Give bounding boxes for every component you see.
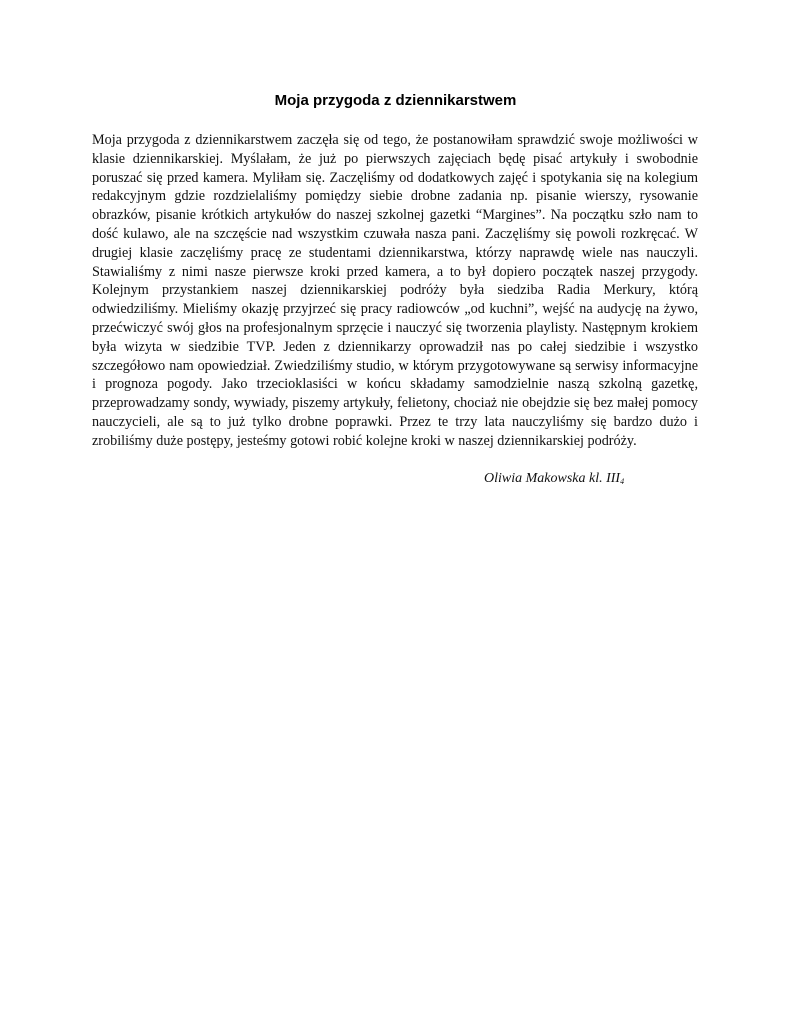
class-subscript: 4 <box>620 477 625 486</box>
article-body: Moja przygoda z dziennikarstwem zaczęła się od tego, że postanowiłam sprawdzić swoje możliwości w klasie dziennikarskiej. Myślałam, że już po pierwszych zajęciach będę pisać artykuły i swobodnie poruszać się przed kamera. Myliłam się. Zaczęliśmy od dodatkowych zajęć i spotykania się na kolegium redakcyjnym gdzie rozdzielaliśmy pomiędzy siebie drobne zadania np. pisanie wierszy, rysowanie obrazków, pisanie krótkich artykułów do naszej szkolnej gazetki “Margines”. Na początku szło nam to dość kulawo, ale na szczęście nad wszystkim czuwała nasza pani. Zaczęliśmy się powoli rozkręcać. W drugiej klasie zaczęliśmy pracę ze studentami dziennikarstwa, którzy naprawdę wiele nas nauczyli. Stawialiśmy z nimi nasze pierwsze kroki przed kamera, a to był dopiero początek naszej przygody. Kolejnym przystankiem naszej dziennikarskiej podróży była siedziba Radia Merkury, którą odwiedziliśmy. Mieliśmy okazję przyjrzeć się pracy radiowców „od kuchni”, wejść na audycję na żywo, przećwiczyć swój głos na profesjonalnym sprzęcie i nauczyć się tworzenia playlisty. Następnym krokiem była wizyta w siedzibie TVP. Jeden z dziennikarzy oprowadził nas po całej siedzibie i wszystko szczegółowo nam opowiedział. Zwiedziliśmy studio, w którym przygotowywane są serwisy informacyjne i prognoza pogody. Jako trzecioklasiści w końcu składamy samodzielnie naszą szkolną gazetkę, przeprowadzamy sondy, wywiady, piszemy artykuły, felietony, chociaż nie obejdzie się bez małej pomocy nauczycieli, ale są to już tylko drobne poprawki. Przez te trzy lata nauczyliśmy się bardzo dużo i zrobiliśmy duże postępy, jesteśmy gotowi robić kolejne kroki w naszej dziennikarskiej podróży. <box>92 132 698 449</box>
document-title: Moja przygoda z dziennikarstwem <box>274 92 517 109</box>
author-signature <box>484 471 624 487</box>
author-name: Oliwia Makowska kl. III <box>484 471 621 486</box>
